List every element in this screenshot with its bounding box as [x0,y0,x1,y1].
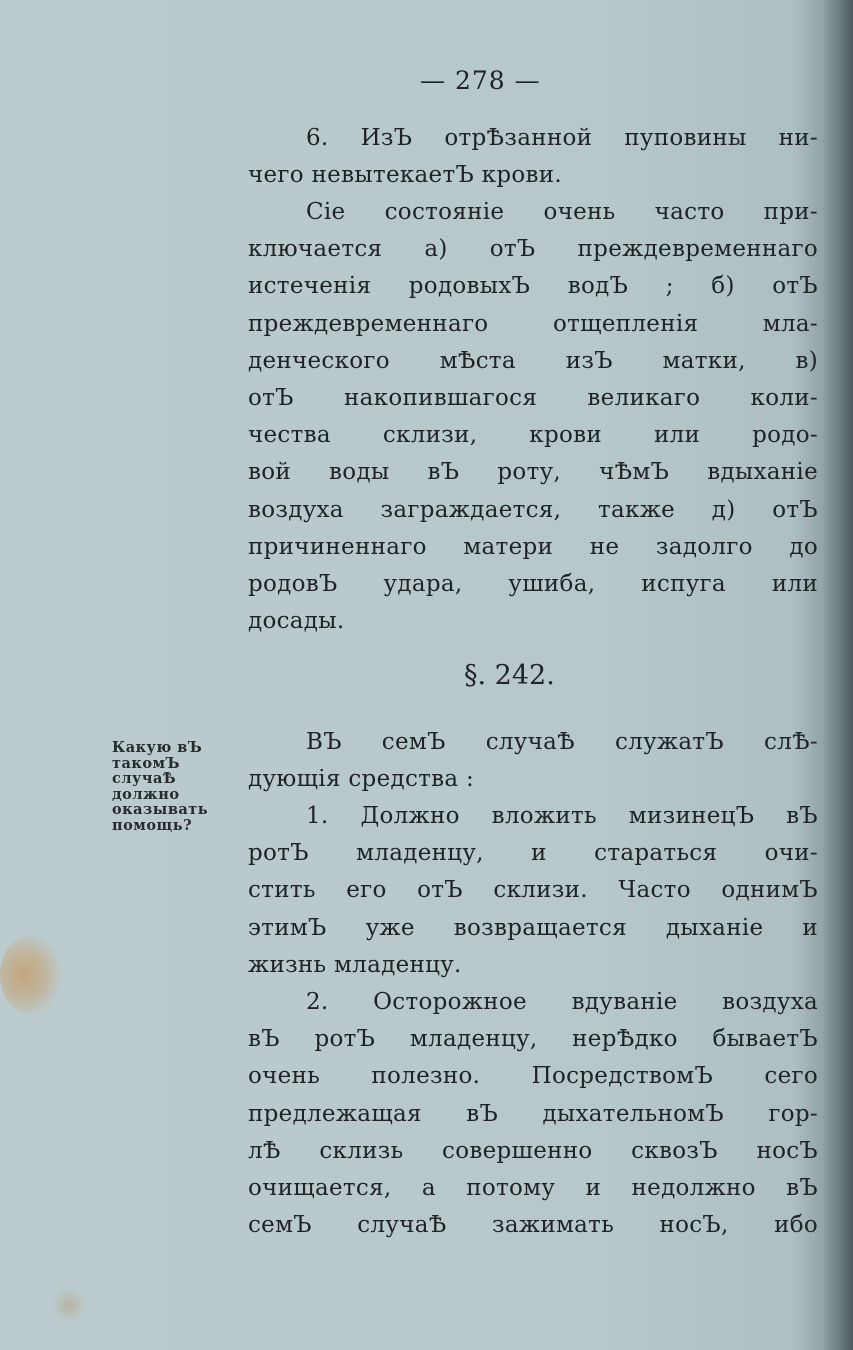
paragraph-242 [248,724,818,798]
paper-stain-small [52,1288,86,1322]
margin-note-line: такомЪ [112,754,180,772]
margin-note-line: случаѢ [112,770,177,788]
text-line: стить его отЪ склизи. Часто однимЪ [248,877,818,904]
text-line: причиненнаго матери не задолго до [248,533,818,560]
book-gutter-shadow [823,0,853,1350]
text-line: лѢ склизь совершенно сквозЪ носЪ [248,1137,818,1164]
margin-note [112,740,252,834]
text-line: очень полезно. ПосредствомЪ сего [248,1063,818,1090]
paper-stain [0,935,60,1015]
margin-note-line: должно [112,785,180,803]
margin-note-line: оказывать [112,801,209,819]
text-line: истеченія родовыхЪ водЪ ; б) отЪ [248,273,818,300]
item-1 [248,798,818,984]
text-line: досады. [248,608,345,635]
text-line: чества склизи, крови или родо- [248,422,818,449]
text-line: 2. Осторожное вдуваніе воздуха [306,989,818,1015]
text-line: Сіе состояніе очень часто при- [306,199,818,225]
text-line: отЪ накопившагося великаго коли- [248,385,818,412]
paragraph-causes [248,194,818,640]
text-line: ротЪ младенцу, и стараться очи- [248,840,818,867]
margin-note-line: помощь? [112,816,193,834]
margin-note-line: Какую вЪ [112,739,203,756]
text-line: семЪ случаѢ зажимать носЪ, ибо [248,1212,818,1239]
text-line: ВЪ семЪ случаѢ служатЪ слѢ- [306,729,818,755]
text-line: жизнь младенцу. [248,951,462,978]
text-line: родовЪ удара, ушиба, испуга или [248,571,818,598]
paragraph-6 [248,120,818,194]
text-line: 6. ИзЪ отрѢзанной пуповины ни- [306,125,818,151]
text-line: денческого мѢста изЪ матки, в) [248,347,818,374]
text-line: чего невытекаетЪ крови. [248,162,562,189]
text-line: предлежащая вЪ дыхательномЪ гор- [248,1100,818,1127]
section-heading: §. 242. [464,660,555,691]
text-line: вой воды вЪ роту, чѢмЪ вдыханіе [248,459,818,486]
text-line: преждевременнаго отщепленія мла- [248,310,818,337]
item-2 [248,984,818,1244]
text-line: вЪ ротЪ младенцу, нерѢдко бываетЪ [248,1026,818,1053]
text-line: этимЪ уже возвращается дыханіе и [248,914,818,941]
text-line: дующія средства : [248,766,475,793]
page-number: — 278 — [420,66,541,95]
text-line: 1. Должно вложить мизинецЪ вЪ [306,803,818,829]
text-line: очищается, а потому и недолжно вЪ [248,1175,818,1202]
text-line: воздуха заграждается, также д) отЪ [248,496,818,523]
text-line: ключается а) отЪ преждевременнаго [248,236,818,263]
